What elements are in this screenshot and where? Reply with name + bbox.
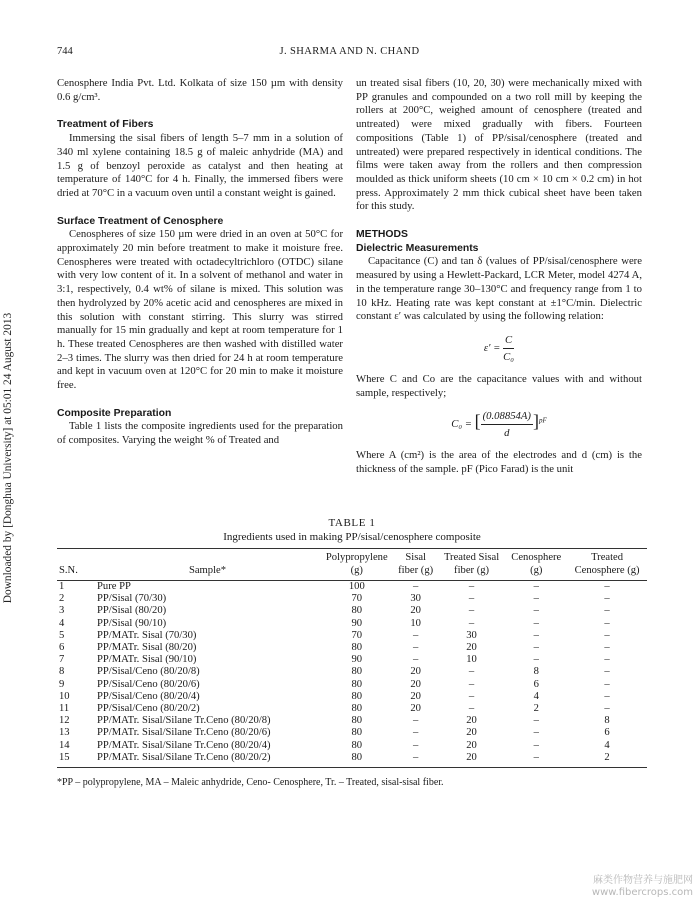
table-cell: – <box>468 605 475 617</box>
table-title: TABLE 1 <box>328 517 376 529</box>
table-cell: 2 <box>59 593 65 605</box>
table-caption: Ingredients used in making PP/sisal/cenosphere composite <box>223 531 481 543</box>
table-cell: 20 <box>466 715 477 727</box>
table-cell: 2 <box>533 703 539 715</box>
surface-treatment-heading: Surface Treatment of Cenosphere <box>57 215 224 227</box>
table-cell: 6 <box>604 727 610 739</box>
table-cell: – <box>468 690 475 702</box>
table-row <box>57 691 647 703</box>
right-column <box>356 77 642 477</box>
table-cell: PP/MATr. Sisal/Silane Tr.Ceno (80/20/4) <box>97 739 271 751</box>
table-cell: 80 <box>351 751 363 763</box>
treatment-heading: Treatment of Fibers <box>57 119 154 131</box>
table-row <box>57 727 647 739</box>
continued-paragraph: un treated sisal fibers (10, 20, 30) were mechanically mixed with PP granules and compounded on a two roll mill by keeping the rollers at 200°C, weighed amount of cenosphere (treated and untreated) were mixed gradually with fibers. Fourteen compositions (Table 1) of PP/sisal/cenosphere (treated and untreated) were prepared respectively in identical conditions. The films were taken away from the rollers and then compression moulded as thick uniform sheets (10 cm × 10 cm × 0.2 cm) in hot press. Approximately 2 mm thick cubical sheet have been taken for this study. <box>356 77 642 213</box>
table-cell: 6 <box>59 642 65 654</box>
page-header <box>0 46 699 62</box>
eq2-numerator: (0.08854A) <box>481 408 533 425</box>
table-cell: – <box>604 678 610 690</box>
table-cell: 15 <box>59 751 70 763</box>
table-cell: – <box>413 581 419 592</box>
table-cell: – <box>604 605 610 617</box>
methods-heading: METHODS <box>356 229 408 241</box>
table-cell: 30 <box>410 593 421 605</box>
table-cell: 30 <box>466 629 477 641</box>
table-cell: – <box>533 739 539 751</box>
page-number: 744 <box>57 46 73 57</box>
table-cell: 20 <box>466 739 477 751</box>
table-row <box>57 715 647 727</box>
table-cell: 20 <box>410 666 421 678</box>
table-cell: PP/Sisal (70/30) <box>97 593 167 605</box>
table-row <box>57 605 647 617</box>
table-cell: PP/MATr. Sisal/Silane Tr.Ceno (80/20/2) <box>97 751 271 763</box>
table-cell: – <box>604 690 610 702</box>
table-cell: 12 <box>59 715 70 727</box>
table-cell: 9 <box>59 678 65 690</box>
table-cell: 20 <box>466 642 477 654</box>
col-header-treated-sisal: Treated Sisal fiber (g) <box>443 552 500 576</box>
table-cell: PP/Sisal/Ceno (80/20/6) <box>97 678 200 690</box>
table-cell: 80 <box>351 715 363 727</box>
table-row <box>57 581 647 594</box>
equation-capacitance: C₀ = [ $\frac{(0.08854A)}{d}$ ]$^{pF}$ <box>451 410 547 440</box>
table-row <box>57 666 647 678</box>
table-footnote: *PP – polypropylene, MA – Maleic anhydride, Ceno- Cenosphere, Tr. – Treated, sisal-sisal fiber. <box>57 777 444 789</box>
table-cell: PP/Sisal/Ceno (80/20/4) <box>97 690 200 702</box>
table-cell: – <box>533 715 539 727</box>
table-cell: 80 <box>351 666 363 678</box>
table-cell: – <box>533 605 539 617</box>
table-row <box>57 703 647 715</box>
table-cell: 3 <box>59 605 65 617</box>
table-cell: 5 <box>59 629 65 641</box>
table-cell: 7 <box>59 654 65 666</box>
table-row <box>57 593 647 605</box>
table-cell: 4 <box>533 690 539 702</box>
table-cell: – <box>604 654 610 666</box>
table-cell: – <box>604 642 610 654</box>
eq1-fraction <box>503 332 514 365</box>
table-cell: PP/MATr. Sisal (90/10) <box>97 654 197 666</box>
table-cell: 4 <box>604 739 610 751</box>
watermark-line1: 麻类作物营养与施肥网 <box>593 875 693 886</box>
table-cell: 1 <box>59 581 65 592</box>
table-cell: 13 <box>59 727 70 739</box>
table-cell: – <box>468 581 475 592</box>
col-header-treated-cenosphere: Treated Cenosphere (g) <box>574 552 640 576</box>
table-cell: 90 <box>351 617 363 629</box>
col-header-sn: S.N. <box>59 564 78 576</box>
table-cell: PP/Sisal/Ceno (80/20/2) <box>97 703 200 715</box>
dielectric-heading: Dielectric Measurements <box>356 242 479 254</box>
table-row <box>57 630 647 642</box>
col-header-sample: Sample* <box>188 564 227 576</box>
dielectric-paragraph: Capacitance (C) and tan δ (values of PP/sisal/cenosphere were measured by using a Hewlett-Packard, LCR Meter, model 4274 A, in the temperature range 30–130°C and frequency range from 1 to 10 kHz. Heating rate was kept constant at ±1°C/min. Dielectric constant ε′ was calculated by using the following relation: <box>356 255 642 323</box>
table-cell: – <box>533 642 539 654</box>
left-column <box>57 77 343 448</box>
table-cell: 8 <box>533 666 539 678</box>
table-cell: – <box>468 617 475 629</box>
table-cell: – <box>413 739 419 751</box>
table-cell: 20 <box>466 727 477 739</box>
table-cell: 90 <box>351 654 363 666</box>
where-area: Where A (cm²) is the area of the electrodes and d (cm) is the thickness of the sample. pF (Pico Farad) is the unit <box>356 449 642 476</box>
table-cell: 70 <box>351 593 363 605</box>
eq1-denominator: C₀ <box>503 350 514 363</box>
table-cell: PP/MATr. Sisal (70/30) <box>97 629 197 641</box>
table-cell: – <box>413 642 419 654</box>
treatment-paragraph: Immersing the sisal fibers of length 5–7 mm in a solution of 340 ml xylene containing 18.5 g of maleic anhydride (MA) and 1.5 g of benzoyl peroxide as catalyst and then heating at temperature of 140°C for 4 h. Finally, the immersed fibers were dried at 70°C in a vacuum oven until a constant weight is gained. <box>57 132 343 199</box>
table-cell: PP/Sisal (90/10) <box>97 617 167 629</box>
where-capacitance: Where C and Co are the capacitance values with and without sample, respectively; <box>356 372 642 399</box>
table-cell: PP/Sisal/Ceno (80/20/8) <box>97 666 200 678</box>
table-cell: 70 <box>351 629 363 641</box>
table-row <box>57 679 647 691</box>
table-cell: 20 <box>410 703 421 715</box>
table-cell: 80 <box>351 642 363 654</box>
table-cell: 6 <box>533 678 539 690</box>
table-cell: – <box>468 703 475 715</box>
table-cell: – <box>413 654 419 666</box>
table-cell: 80 <box>351 678 363 690</box>
table-cell: – <box>604 666 610 678</box>
table-1 <box>57 516 647 789</box>
col-header-sisal: Sisal fiber (g) <box>398 552 434 576</box>
table-row <box>57 618 647 630</box>
table-row <box>57 752 647 764</box>
table-cell: 20 <box>410 605 421 617</box>
eq2-unit: pF <box>539 416 547 425</box>
composite-heading: Composite Preparation <box>57 407 172 419</box>
table-cell: – <box>533 617 539 629</box>
table-cell: – <box>604 617 610 629</box>
table-cell: – <box>468 593 475 605</box>
table-body <box>57 581 647 765</box>
table-cell: PP/MATr. Sisal (80/20) <box>97 642 197 654</box>
table-cell: 8 <box>604 715 610 727</box>
table-cell: PP/MATr. Sisal/Silane Tr.Ceno (80/20/8) <box>97 715 271 727</box>
table-cell: PP/Sisal (80/20) <box>97 605 167 617</box>
table-row <box>57 654 647 666</box>
table-cell: 100 <box>348 581 365 592</box>
site-watermark <box>592 875 693 899</box>
table-cell: 10 <box>410 617 421 629</box>
table-cell: – <box>533 629 539 641</box>
table-cell: – <box>604 593 610 605</box>
table-cell: – <box>533 654 539 666</box>
eq1-numerator: C <box>503 332 514 349</box>
eq1-lhs: ε′ = <box>483 341 501 354</box>
col-header-cenosphere: Cenosphere (g) <box>511 552 562 576</box>
eq2-fraction <box>481 408 533 441</box>
table-cell: – <box>468 678 475 690</box>
table-cell: 20 <box>410 678 421 690</box>
table-cell: – <box>604 703 610 715</box>
table-cell: 80 <box>351 690 363 702</box>
table-cell: – <box>604 581 610 592</box>
table-cell: 10 <box>59 690 70 702</box>
table-cell: – <box>413 727 419 739</box>
table-cell: – <box>533 751 539 763</box>
table-cell: 80 <box>351 739 363 751</box>
composite-paragraph: Table 1 lists the composite ingredients used for the preparation of composites. Varying the weight % of Treated and <box>57 420 343 447</box>
table-cell: – <box>533 727 539 739</box>
table-cell: PP/MATr. Sisal/Silane Tr.Ceno (80/20/6) <box>97 727 271 739</box>
table-cell: 80 <box>351 727 363 739</box>
table-cell: 10 <box>466 654 477 666</box>
table-cell: 14 <box>59 739 70 751</box>
equation-permittivity <box>356 332 642 365</box>
intro-paragraph: Cenosphere India Pvt. Ltd. Kolkata of size 150 µm with density 0.6 g/cm³. <box>57 77 343 103</box>
table-cell: 80 <box>351 605 363 617</box>
table-cell: 80 <box>351 703 363 715</box>
col-header-polypropylene: Polypropylene (g) <box>325 552 388 576</box>
table-cell: – <box>413 629 419 641</box>
table-cell: 11 <box>59 703 70 715</box>
table-cell: – <box>413 715 419 727</box>
table-cell: Pure PP <box>97 581 131 592</box>
table-row <box>57 642 647 654</box>
table-cell: 2 <box>604 751 610 763</box>
table-cell: – <box>413 751 419 763</box>
ingredients-table <box>57 549 647 764</box>
surface-treatment-paragraph: Cenospheres of size 150 µm were dried in an oven at 50°C for approximately 20 min before treatment to make it moisture free. Cenospheres were treated with octadecyltrichloro (OTDC) silane with very low content of it. In a solvent of methanol and water in 3:1, respectively, 0.4 wt% of silane is mixed. This solution was then hydrolyzed by 20% acetic acid and cenospheres are mixed in this solution with constant stirring. This slurry was stirred manually for 15 min gradually and kept at room temperature for 1 h. These treated Cenospheres are then washed with distilled water 2–3 times. The slurry was then dried for 24 h at room temperature and kept in vacuum oven at 120°C for 20 min to make it moisture free. <box>57 228 343 392</box>
table-cell: 20 <box>466 751 477 763</box>
table-cell: – <box>533 593 539 605</box>
running-head: J. SHARMA AND N. CHAND <box>279 46 420 57</box>
table-cell: – <box>604 629 610 641</box>
table-cell: 20 <box>410 690 421 702</box>
watermark-line2: www.fibercrops.com <box>591 887 693 898</box>
table-row <box>57 740 647 752</box>
table-cell: – <box>533 581 539 592</box>
eq2-lhs: C₀ = <box>451 418 472 431</box>
table-cell: 8 <box>59 666 65 678</box>
eq2-denominator: d <box>504 427 510 440</box>
download-note: Downloaded by [Donghua University] at 05:01 24 August 2013 <box>2 312 14 604</box>
table-cell: 4 <box>59 617 65 629</box>
table-cell: – <box>468 666 475 678</box>
